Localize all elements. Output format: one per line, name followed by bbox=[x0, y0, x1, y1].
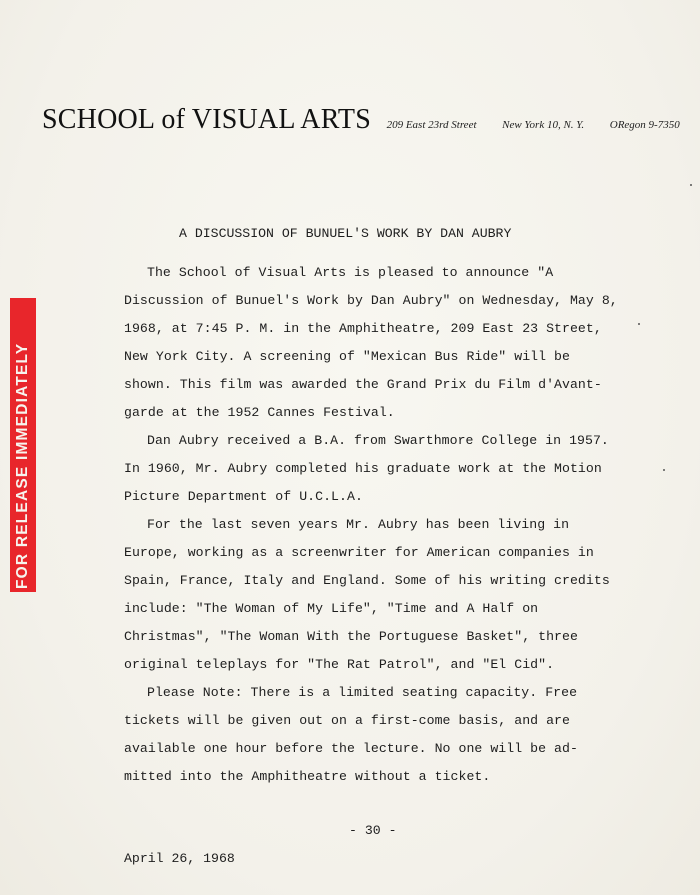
body-line: The School of Visual Arts is pleased to announce "A bbox=[147, 265, 554, 280]
letterhead-street: 209 East 23rd Street bbox=[386, 119, 477, 131]
body-line: Picture Department of U.C.L.A. bbox=[124, 489, 363, 504]
release-stamp bbox=[10, 298, 36, 592]
body-line: Discussion of Bunuel's Work by Dan Aubry" on Wednesday, May 8, bbox=[124, 293, 618, 308]
body-line: 1968, at 7:45 P. M. in the Amphitheatre, 209 East 23 Street, bbox=[124, 321, 602, 336]
body-line: For the last seven years Mr. Aubry has been living in bbox=[147, 517, 570, 532]
headline: A DISCUSSION OF BUNUEL'S WORK BY DAN AUBRY bbox=[179, 226, 512, 241]
letterhead bbox=[42, 104, 680, 136]
body-line: include: "The Woman of My Life", "Time and A Half on bbox=[124, 601, 539, 616]
paper-speck bbox=[638, 323, 640, 325]
paper-speck bbox=[663, 469, 665, 471]
body-line: Christmas", "The Woman With the Portuguese Basket", three bbox=[124, 629, 578, 644]
body-line: tickets will be given out on a first-come basis, and are bbox=[124, 713, 570, 728]
letterhead-phone: ORegon 9-7350 bbox=[609, 119, 680, 131]
body-line: garde at the 1952 Cannes Festival. bbox=[124, 405, 395, 420]
body-line: In 1960, Mr. Aubry completed his graduate work at the Motion bbox=[124, 461, 602, 476]
page-number: - 30 - bbox=[349, 823, 397, 838]
body-line: New York City. A screening of "Mexican Bus Ride" will be bbox=[124, 349, 570, 364]
body-line: shown. This film was awarded the Grand Prix du Film d'Avant- bbox=[124, 377, 602, 392]
release-stamp-label: FOR RELEASE IMMEDIATELY bbox=[14, 342, 31, 589]
body-line: Dan Aubry received a B.A. from Swarthmore College in 1957. bbox=[147, 433, 609, 448]
paper-speck bbox=[690, 184, 692, 186]
release-date: April 26, 1968 bbox=[124, 851, 235, 866]
body-line: Europe, working as a screenwriter for American companies in bbox=[124, 545, 594, 560]
letterhead-school-name: SCHOOL of VISUAL ARTS bbox=[42, 104, 371, 135]
body-line: available one hour before the lecture. No one will be ad- bbox=[124, 741, 578, 756]
body-line: original teleplays for "The Rat Patrol", and "El Cid". bbox=[124, 657, 555, 672]
body-line: Please Note: There is a limited seating capacity. Free bbox=[147, 685, 578, 700]
body-line: mitted into the Amphitheatre without a ticket. bbox=[124, 769, 491, 784]
body-line: Spain, France, Italy and England. Some of his writing credits bbox=[124, 573, 610, 588]
letterhead-city: New York 10, N. Y. bbox=[502, 119, 585, 131]
